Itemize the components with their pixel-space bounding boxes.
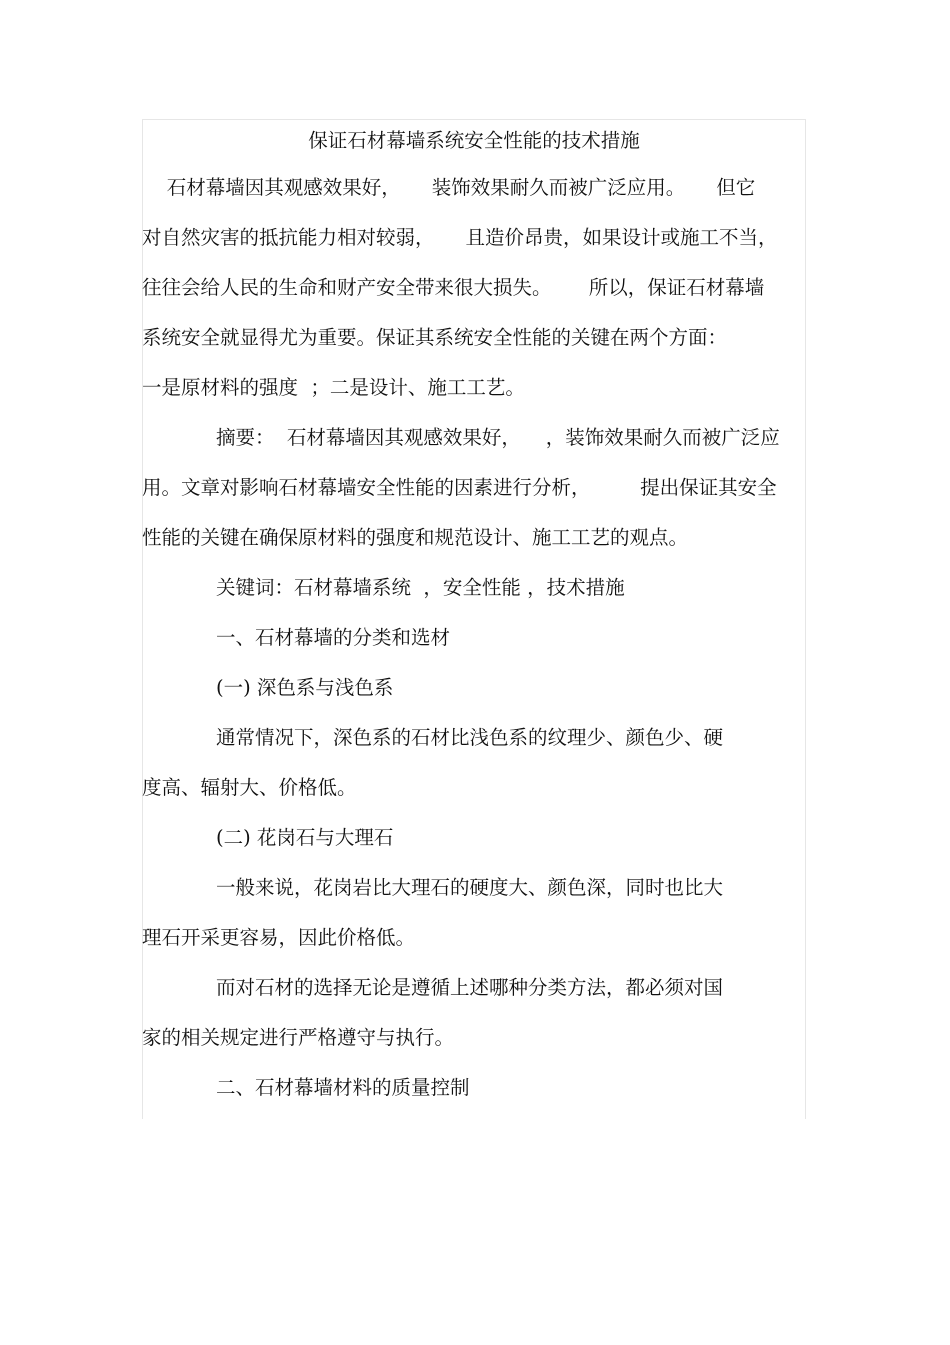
abstract-line: 用。文章对影响石材幕墙安全性能的因素进行分析， 提出保证其安全 (142, 476, 777, 499)
abstract-paragraph (142, 413, 806, 563)
sub2-heading (142, 813, 806, 863)
keywords-line: 关键词：石材幕墙系统 ，安全性能 ，技术措施 (216, 576, 625, 599)
body-line: 通常情况下，深色系的石材比浅色系的纹理少、颜色少、硬 (216, 726, 724, 749)
document-body (142, 119, 806, 1113)
document-title: 保证石材幕墙系统安全性能的技术措施 (308, 129, 640, 152)
closing-body (142, 963, 806, 1063)
abstract-line: 性能的关键在确保原材料的强度和规范设计、施工工艺的观点。 (142, 526, 689, 549)
body-line: 度高、辐射大、价格低。 (142, 776, 357, 799)
body-line: 理石开采更容易，因此价格低。 (142, 926, 416, 949)
keywords-paragraph (142, 563, 806, 613)
section-heading: 二、石材幕墙材料的质量控制 (216, 1076, 470, 1099)
sub2-body (142, 863, 806, 963)
intro-line: 一是原材料的强度 ；二是设计、施工工艺。 (142, 376, 525, 399)
section2-heading (142, 1063, 806, 1113)
abstract-line: 摘要： 石材幕墙因其观感效果好， ，装饰效果耐久而被广泛应 (216, 426, 780, 449)
subsection-heading: (二) 花岗石与大理石 (216, 826, 394, 849)
intro-paragraph (142, 163, 806, 213)
intro-line: 往往会给人民的生命和财产安全带来很大损失。 所以，保证石材幕墙 (142, 276, 765, 299)
subsection-heading: (一) 深色系与浅色系 (216, 676, 394, 699)
sub1-body (142, 713, 806, 813)
intro-paragraph-cont (142, 213, 806, 413)
body-line: 而对石材的选择无论是遵循上述哪种分类方法，都必须对国 (216, 976, 724, 999)
section1-heading (142, 613, 806, 663)
intro-line: 系统安全就显得尤为重要。保证其系统安全性能的关键在两个方面： (142, 326, 728, 349)
sub1-heading (142, 663, 806, 713)
section-heading: 一、石材幕墙的分类和选材 (216, 626, 451, 649)
intro-line: 对自然灾害的抵抗能力相对较弱， 且造价昂贵，如果设计或施工不当， (142, 226, 778, 249)
intro-line: 石材幕墙因其观感效果好， 装饰效果耐久而被广泛应用。 但它 (142, 176, 756, 199)
body-line: 家的相关规定进行严格遵守与执行。 (142, 1026, 455, 1049)
body-line: 一般来说，花岗岩比大理石的硬度大、颜色深，同时也比大 (216, 876, 724, 899)
